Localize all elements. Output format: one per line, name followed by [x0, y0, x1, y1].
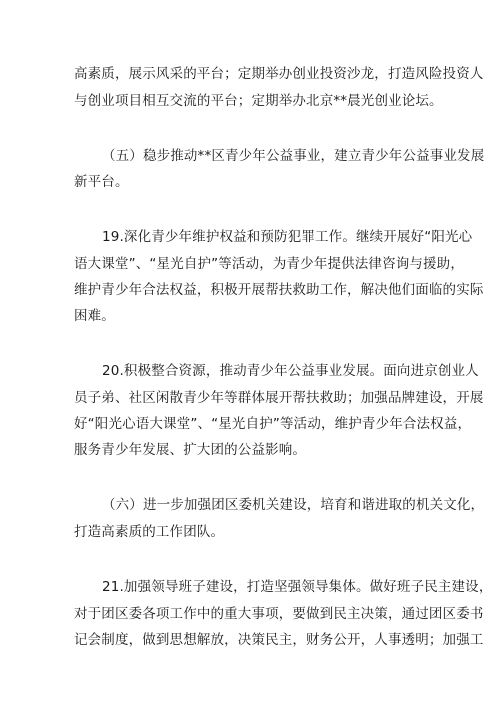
body-text-line: 语大课堂”、“星光自护”等活动，为青少年提供法律咨询与援助， [74, 256, 464, 272]
section-heading-line: 新平台。 [74, 174, 129, 190]
body-text-line: 记会制度，做到思想解放，决策民主，财务公开，人事透明；加强工 [74, 632, 484, 648]
body-text-line: 员子弟、社区闲散青少年等群体展开帮扶救助；加强品牌建设，开展 [74, 390, 484, 406]
body-text-line: 好“阳光心语大课堂”、“星光自护”等活动，维护青少年合法权益， [74, 416, 472, 432]
body-text-line: 19.深化青少年维护权益和预防犯罪工作。继续开展好“阳光心 [102, 229, 473, 245]
body-text-line: 服务青少年发展、扩大团的公益影响。 [74, 442, 307, 458]
body-text-line: 高素质，展示风采的平台；定期举办创业投资沙龙，打造风险投资人 [74, 66, 484, 82]
body-text-line: 困难。 [74, 308, 115, 324]
section-heading-line: 打造高素质的工作团队。 [74, 524, 225, 540]
body-text-line: 维护青少年合法权益，积极开展帮扶救助工作，解决他们面临的实际 [74, 282, 484, 298]
body-text-line: 20.积极整合资源，推动青少年公益事业发展。面向进京创业人 [102, 363, 479, 379]
body-text-line: 对于团区委各项工作中的重大事项，要做到民主决策，通过团区委书 [74, 606, 484, 622]
body-text-line: 21.加强领导班子建设，打造坚强领导集体。做好班子民主建设， [102, 579, 493, 595]
body-text-line: 与创业项目相互交流的平台；定期举办北京**晨光创业论坛。 [74, 93, 443, 109]
section-heading-line: （六）进一步加强团区委机关建设，培育和谐进取的机关文化， [102, 497, 485, 513]
section-heading-line: （五）稳步推动**区青少年公益事业，建立青少年公益事业发展 [102, 148, 485, 164]
